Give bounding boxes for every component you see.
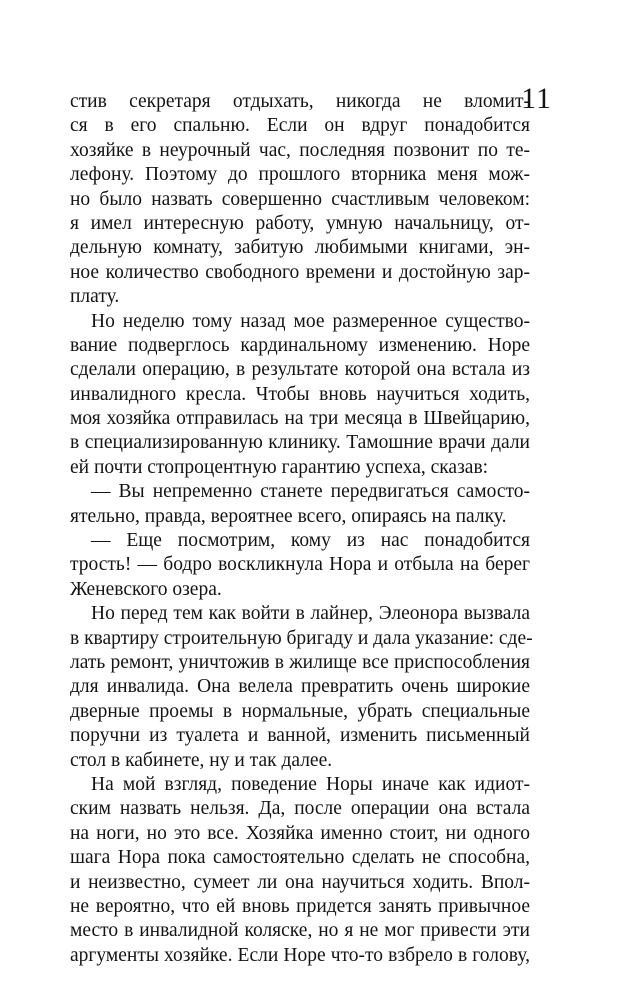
- text-line: поручни из туалета и ванной, изменить письменный: [70, 725, 530, 747]
- text-line: в специализированную клинику. Тамошние врачи дали: [70, 432, 530, 454]
- text-line: ей почти стопроцентную гарантию успеха, сказав:: [70, 456, 489, 478]
- text-line: ся в его спальню. Если он вдруг понадобится: [70, 115, 530, 137]
- text-line: сделали операцию, в результате которой она встала из: [70, 359, 530, 381]
- text-line: аргументы хозяйке. Если Норе что-то взбрело в голову,: [70, 944, 530, 966]
- text-line: в квартиру строительную бригаду и дала указание: сде-: [70, 627, 533, 649]
- paragraph: [70, 310, 530, 481]
- text-line: Но перед тем как войти в лайнер, Элеонора вызвала: [91, 603, 530, 625]
- text-line: ским назвать нельзя. Да, после операции она встала: [70, 798, 530, 820]
- text-line: лефону. Поэтому до прошлого вторника меня мож-: [70, 164, 530, 186]
- text-line: место в инвалидной коляске, но я не мог привести эти: [70, 920, 530, 942]
- text-line: шага Нора пока самостоятельно сделать не способна,: [70, 847, 530, 869]
- text-line: стол в кабинете, ну и так далее.: [70, 749, 333, 771]
- text-line: Женевского озера.: [70, 578, 222, 600]
- page-number: 11: [521, 82, 552, 115]
- text-line: на ноги, но это все. Хозяйка именно стоит, ни одного: [70, 822, 530, 844]
- text-line: для инвалида. Она велела превратить очень широкие: [70, 676, 530, 698]
- text-line: ятельно, правда, вероятнее всего, опираясь на палку.: [70, 505, 507, 527]
- text-line: лать ремонт, уничтожив в жилище все приспособления: [70, 651, 530, 673]
- body-text: [70, 90, 533, 968]
- text-line: ное количество свободного времени и достойную зар-: [70, 261, 530, 283]
- text-line: — Еще посмотрим, кому из нас понадобится: [91, 530, 530, 552]
- text-line: — Вы непременно станете передвигаться самосто-: [91, 481, 530, 503]
- text-line: инвалидного кресла. Чтобы вновь научиться ходить,: [70, 383, 530, 405]
- text-line: но было назвать совершенно счастливым человеком:: [70, 188, 530, 210]
- text-line: трость! — бодро воскликнула Нора и отбыла на берег: [70, 554, 530, 576]
- text-line: Но неделю тому назад мое размеренное существо-: [91, 310, 530, 332]
- text-line: дверные проемы в нормальные, убрать специальные: [70, 700, 530, 722]
- text-line: плату.: [70, 286, 120, 308]
- paragraph: [70, 529, 530, 602]
- paragraph: [70, 602, 533, 773]
- paragraph: [70, 90, 530, 310]
- text-line: стив секретаря отдыхать, никогда не вломит-: [70, 91, 530, 112]
- paragraph: [70, 773, 530, 968]
- paragraph: [70, 480, 530, 529]
- text-line: моя хозяйка отправилась на три месяца в Швейцарию,: [70, 408, 530, 430]
- text-line: и неизвестно, сумеет ли она научиться ходить. Впол-: [70, 871, 530, 893]
- text-line: я имел интересную работу, умную начальницу, от-: [70, 212, 530, 234]
- text-line: На мой взгляд, поведение Норы иначе как идиот-: [91, 773, 530, 795]
- text-line: не вероятно, что ей вновь придется занять привычное: [70, 895, 530, 917]
- text-line: хозяйке в неурочный час, последняя позвонит по те-: [70, 139, 530, 161]
- text-line: вание подверглось кардинальному изменению. Норе: [70, 334, 530, 356]
- text-line: дельную комнату, забитую любимыми книгами, эн-: [70, 237, 530, 259]
